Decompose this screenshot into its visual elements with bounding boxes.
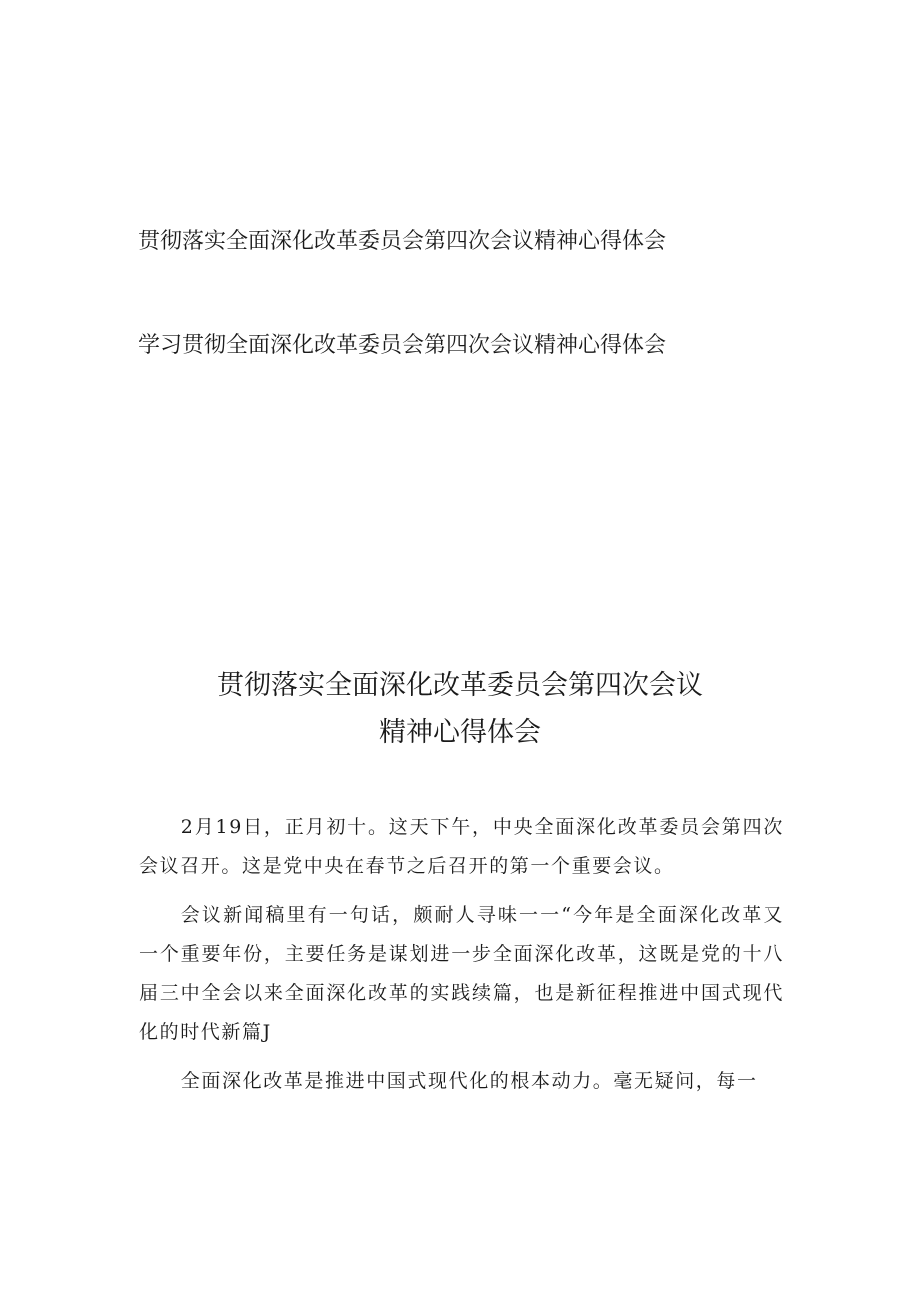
paragraph-1: 2月19日，正月初十。这天下午，中央全面深化改革委员会第四次会议召开。这是党中央在春节之后召开的第一个重要会议。: [139, 816, 784, 877]
toc-item-1: 贯彻落实全面深化改革委员会第四次会议精神心得体会: [138, 229, 667, 254]
article-body: [139, 808, 784, 1111]
paragraph-3: 全面深化改革是推进中国式现代化的根本动力。毫无疑问，每一: [180, 1070, 758, 1092]
article-title-line-2: 精神心得体会: [379, 717, 541, 748]
toc-item-2: 学习贯彻全面深化改革委员会第四次会议精神心得体会: [138, 333, 667, 358]
paragraph-2: 会议新闻稿里有一句话，颇耐人寻味一一“今年是全面深化改革又一个重要年份，主要任务是谋划进一步全面深化改革，这既是党的十八届三中全会以来全面深化改革的实践续篇，也是新征程推进中国式现代化的时代新篇J: [139, 904, 784, 1043]
article-title-line-1: 贯彻落实全面深化改革委员会第四次会议: [217, 670, 703, 701]
